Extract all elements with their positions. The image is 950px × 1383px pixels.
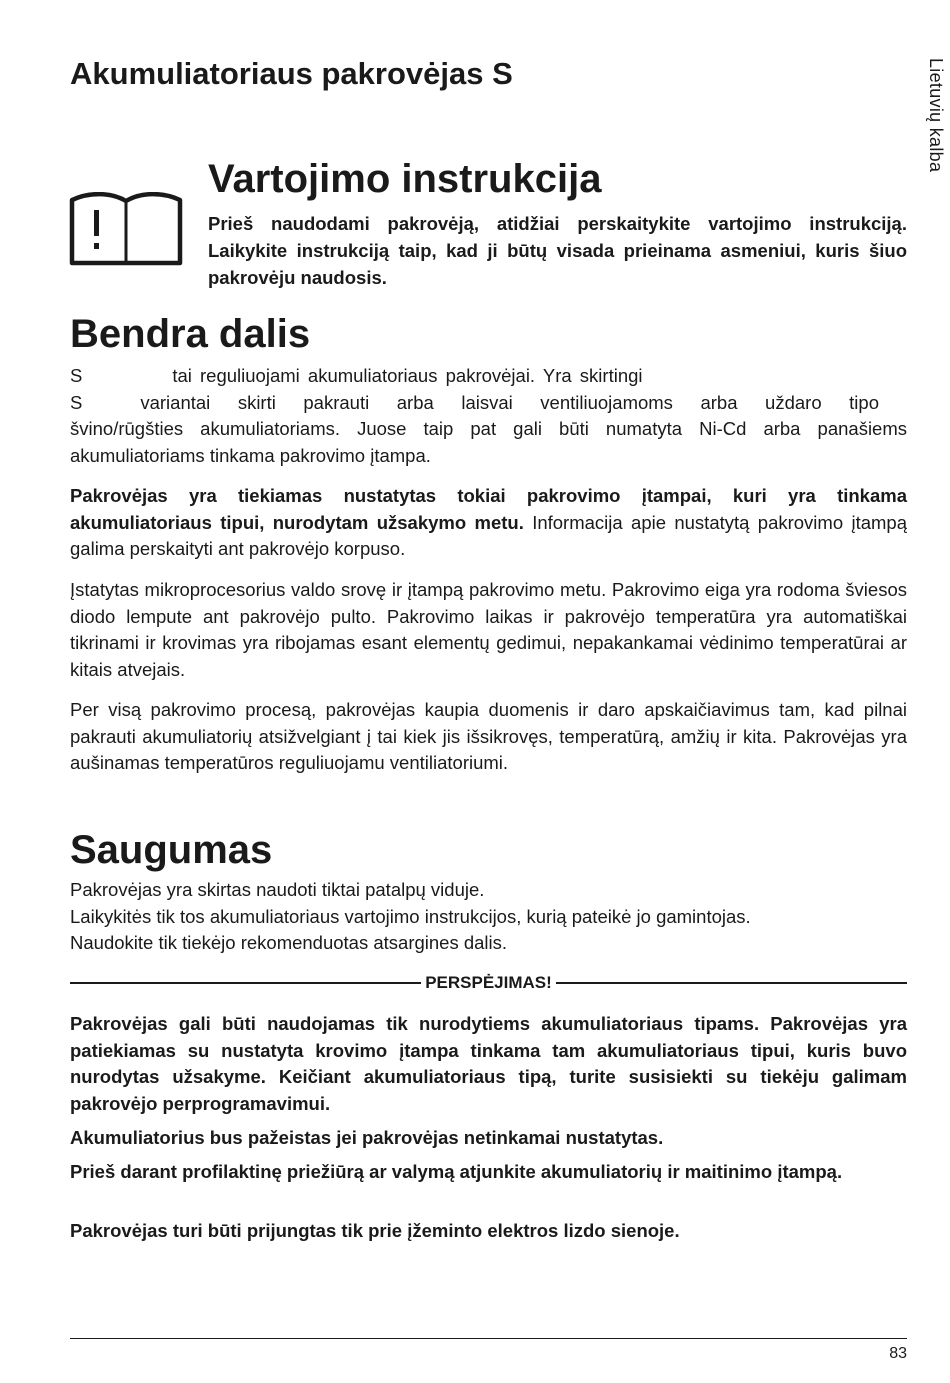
product-letter: S [70, 365, 83, 386]
warning-label: PERSPĖJIMAS! [425, 973, 552, 992]
warning-rule-left [70, 982, 421, 984]
warning-paragraph-2: Akumuliatorius bus pažeistas jei pakrovėjas netinkamai nustatytas. [70, 1127, 664, 1148]
general-line-2-text: variantai skirti pakrauti arba laisvai ventiliuojamoms arba uždaro tipo [140, 391, 879, 413]
safety-line-2: Laikykitės tik tos akumuliatoriaus vartojimo instrukcijos, kurią pateikė jo gamintojas. [70, 905, 751, 927]
general-line-2 [70, 390, 907, 417]
general-paragraph-4: Per visą pakrovimo procesą, pakrovėjas kaupia duomenis ir daro apskaičiavimus tam, kad pilnai pakrauti akumuliatorių atsižvelgiant į tai kiek jis išsikrovęs, temperatūrą, amžių ir kita. Pakrovėjas yra aušinamas temperatūros reguliuojamu ventiliatoriumi. [70, 699, 907, 773]
warning-paragraph-3: Prieš darant profilaktinę priežiūrą ar valymą atjunkite akumuliatorių ir maitinimo įtampą. [70, 1161, 843, 1182]
safety-intro [70, 877, 907, 957]
general-heading: Bendra dalis [70, 312, 311, 356]
language-label: Lietuvių kalba [926, 58, 946, 173]
warning-paragraph-1: Pakrovėjas gali būti naudojamas tik nurodytiems akumuliatoriaus tipams. Pakrovėjas yra patiekiamas su nustatyta krovimo įtampa tinkama tam akumuliatoriaus tipui, kuris buvo nurodytas užsakyme. Keičiant akumuliatoriaus tipą, turite susisiekti su tiekėju galimam pakrovėjo perprogramavimui. [70, 1013, 907, 1114]
general-line-1-text: tai reguliuojami akumuliatoriaus pakrovėjai. Yra skirtingi [172, 365, 643, 386]
general-paragraph-1 [70, 363, 907, 469]
language-side-tab [926, 58, 950, 218]
general-paragraph-2 [70, 483, 907, 563]
page-number: 83 [889, 1345, 907, 1362]
document-title: Akumuliatoriaus pakrovėjas S [70, 56, 513, 91]
warning-paragraph-4: Pakrovėjas turi būti prijungtas tik prie įžeminto elektros lizdo sienoje. [70, 1220, 680, 1241]
warning-divider [70, 970, 907, 996]
instructions-text: Prieš naudodami pakrovėją, atidžiai perskaitykite vartojimo instrukciją. Laikykite instrukciją taip, kad ji būtų visada prieinama asmeniui, kuris šiuo pakrovėju naudosis. [208, 213, 907, 288]
safety-line-1: Pakrovėjas yra skirtas naudoti tiktai patalpų viduje. [70, 879, 485, 900]
book-warning-icon [69, 192, 183, 266]
footer-rule [70, 1338, 907, 1339]
general-paragraph-2-rest: Informacija apie nustatytą pakrovimo įtampą galima perskaityti ant pakrovėjo korpuso. [70, 511, 907, 559]
safety-line-3: Naudokite tik tiekėjo rekomenduotas atsargines dalis. [70, 932, 508, 953]
general-line-1 [70, 363, 907, 390]
safety-heading: Saugumas [70, 828, 273, 872]
general-paragraph-2-bold: Pakrovėjas yra tiekiamas nustatytas tokiai pakrovimo įtampai, kuri yra tinkama akumuliatoriaus tipui, nurodytam užsakymo metu. [70, 485, 907, 533]
product-letter: S [70, 391, 83, 413]
general-paragraph-1-rest: švino/rūgšties akumuliatoriams. Juose taip pat gali būti numatyta Ni-Cd arba panašiems akumuliatoriams tinkama pakrovimo įtampa. [70, 418, 907, 466]
instructions-heading: Vartojimo instrukcija [208, 157, 602, 201]
warning-rule-right [556, 982, 907, 984]
general-paragraph-3: Įstatytas mikroprocesorius valdo srovę ir įtampą pakrovimo metu. Pakrovimo eiga yra rodoma šviesos diodo lempute ant pakrovėjo pulto. Pakrovimo laikas ir pakrovėjo temperatūra yra automatiškai tikrinami ir krovimas yra ribojamas esant elementų gedimui, nepakankamai vėdinimo temperatūrai ar kitais atvejais. [70, 579, 907, 680]
